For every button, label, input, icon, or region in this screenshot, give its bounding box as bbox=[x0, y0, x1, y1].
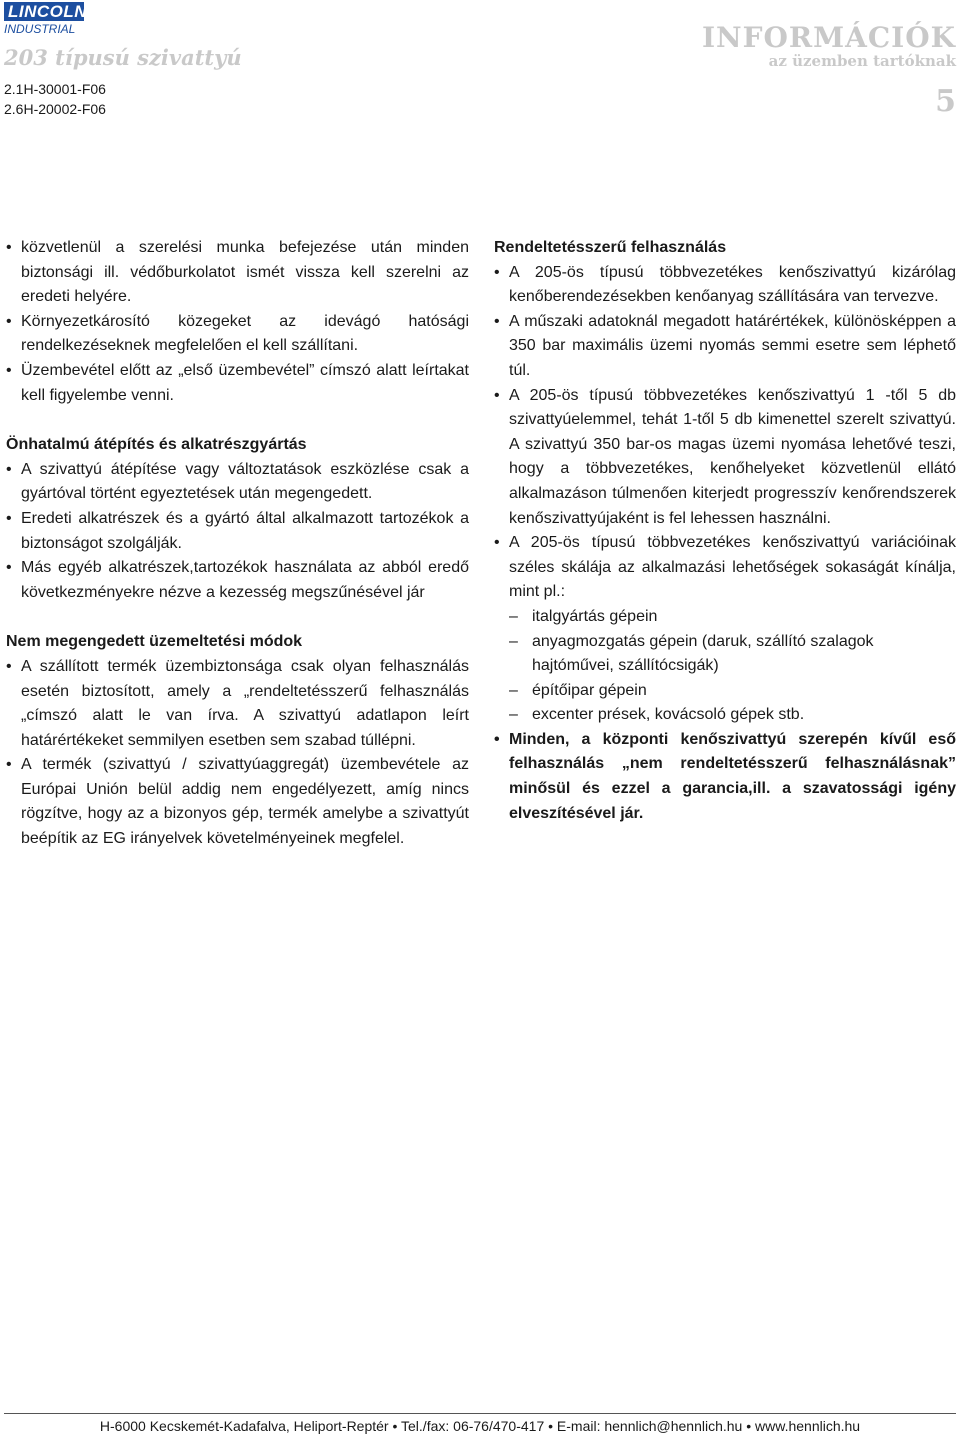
list-item: • A termék (szivattyú / szivattyúaggregát) üzembevétele az Európai Unión belül addig nem engedélyezett, amíg nincs rögzítve, hogy az a bizonyos gép, termék amelybe a szivattyút beépítik az EG irányelvek követelményeinek megfelel. bbox=[6, 753, 469, 851]
page-number: 5 bbox=[935, 84, 956, 119]
list-item-text: A 205-ös típusú többvezetékes kenőszivattyú variációinak széles skálája az alkalmazási lehetőségek sokaságát kínálja, mint pl.: bbox=[509, 534, 956, 601]
dash-item: – italgyártás gépein bbox=[509, 605, 956, 630]
list-item: • Üzembevétel előtt az „első üzembevétel” címszó alatt leírtakat kell figyelembe venni. bbox=[6, 359, 469, 408]
list-item bbox=[494, 531, 956, 605]
footer-divider bbox=[4, 1413, 956, 1414]
list-item: • Környezetkárosító közegeket az idevágó hatósági rendelkezéseknek megfelelően el kell szállítani. bbox=[6, 310, 469, 359]
logo-wordmark: LINCOLN bbox=[4, 2, 84, 21]
application-examples-list bbox=[509, 605, 956, 728]
intro-list bbox=[6, 236, 469, 408]
section-subheading: az üzemben tartóknak bbox=[768, 52, 956, 70]
list-item: • A szivattyú átépítése vagy változtatások eszközlése csak a gyártóval történt egyeztetések után megengedett. bbox=[6, 458, 469, 507]
document-code: 2.1H-30001-F06 bbox=[4, 81, 106, 97]
document-code: 2.6H-20002-F06 bbox=[4, 101, 106, 117]
list-item: • A 205-ös típusú többvezetékes kenőszivattyú kizárólag kenőberendezésekben kenőanyag szállítására van tervezve. bbox=[494, 261, 956, 310]
list-item: • Eredeti alkatrészek és a gyártó által alkalmazott tartozékok a biztonságot szolgálják. bbox=[6, 507, 469, 556]
left-column bbox=[6, 236, 469, 852]
dash-item: – excenter prések, kovácsoló gépek stb. bbox=[509, 703, 956, 728]
list-item: • A műszaki adatoknál megadott határértékek, különösképpen a 350 bar maximális üzemi nyomás semmi esetre sem léphető túl. bbox=[494, 310, 956, 384]
list-item: • közvetlenül a szerelési munka befejezése után minden biztonsági ill. védőburkolatot ismét vissza kell szerelni az eredeti helyére. bbox=[6, 236, 469, 310]
warranty-note-list bbox=[494, 728, 956, 826]
logo-subtitle: INDUSTRIAL bbox=[4, 22, 76, 36]
section-heading: INFORMÁCIÓK bbox=[701, 21, 956, 54]
dash-item: – építőipar gépein bbox=[509, 679, 956, 704]
section-title-modifications: Önhatalmú átépítés és alkatrészgyártás bbox=[6, 436, 307, 454]
intended-use-list bbox=[494, 261, 956, 605]
dash-item: – anyagmozgatás gépein (daruk, szállító szalagok hajtóművei, szállítócsigák) bbox=[509, 630, 956, 679]
prohibited-use-list bbox=[6, 655, 469, 852]
section-title-intended-use: Rendeltetésszerű felhasználás bbox=[494, 239, 727, 256]
company-logo bbox=[4, 2, 88, 36]
footer-contact: H-6000 Kecskemét-Kadafalva, Heliport-Reptér • Tel./fax: 06-76/470-417 • E-mail: hennlich@hennlich.hu • www.hennlich.hu bbox=[99, 1418, 861, 1434]
list-item: • A szállított termék üzembiztonsága csak olyan felhasználás esetén biztosított, amely a „rendeltetésszerű felhasználás „címszó alatt le van írva. A szivattyú adatlapon leírt határértékeket semmilyen esetben sem szabad túllépni. bbox=[6, 655, 469, 753]
modifications-list bbox=[6, 458, 469, 606]
list-item: • A 205-ös típusú többvezetékes kenőszivattyú 1 -től 5 db szivattyúelemmel, tehát 1-től 5 db kimenettel szerelt szivattyú. A szivattyú 350 bar-os magas üzemi nyomása lehetővé teszi, hogy a többvezetékes, kenőhelyeket közvetlenül ellátó alkalmazáson túlmenően kiterjedt progresszív kenőrendszerek kenőszivattyújaként is fel lehessen használni. bbox=[494, 384, 956, 532]
list-item: • Más egyéb alkatrészek,tartozékok használata az abból eredő következményekre nézve a kezesség megszűnésével jár bbox=[6, 556, 469, 605]
document-title: 203 típusú szivattyú bbox=[4, 45, 242, 70]
right-column bbox=[494, 236, 956, 826]
warranty-note: • Minden, a központi kenőszivattyú szerepén kívűl eső felhasználás „nem rendeltetésszerű felhasználásnak” minősül és ezzel a garancia,ill. a szavatossági igény elveszítésével jár. bbox=[494, 728, 956, 826]
section-title-prohibited-use: Nem megengedett üzemeltetési módok bbox=[6, 633, 303, 651]
